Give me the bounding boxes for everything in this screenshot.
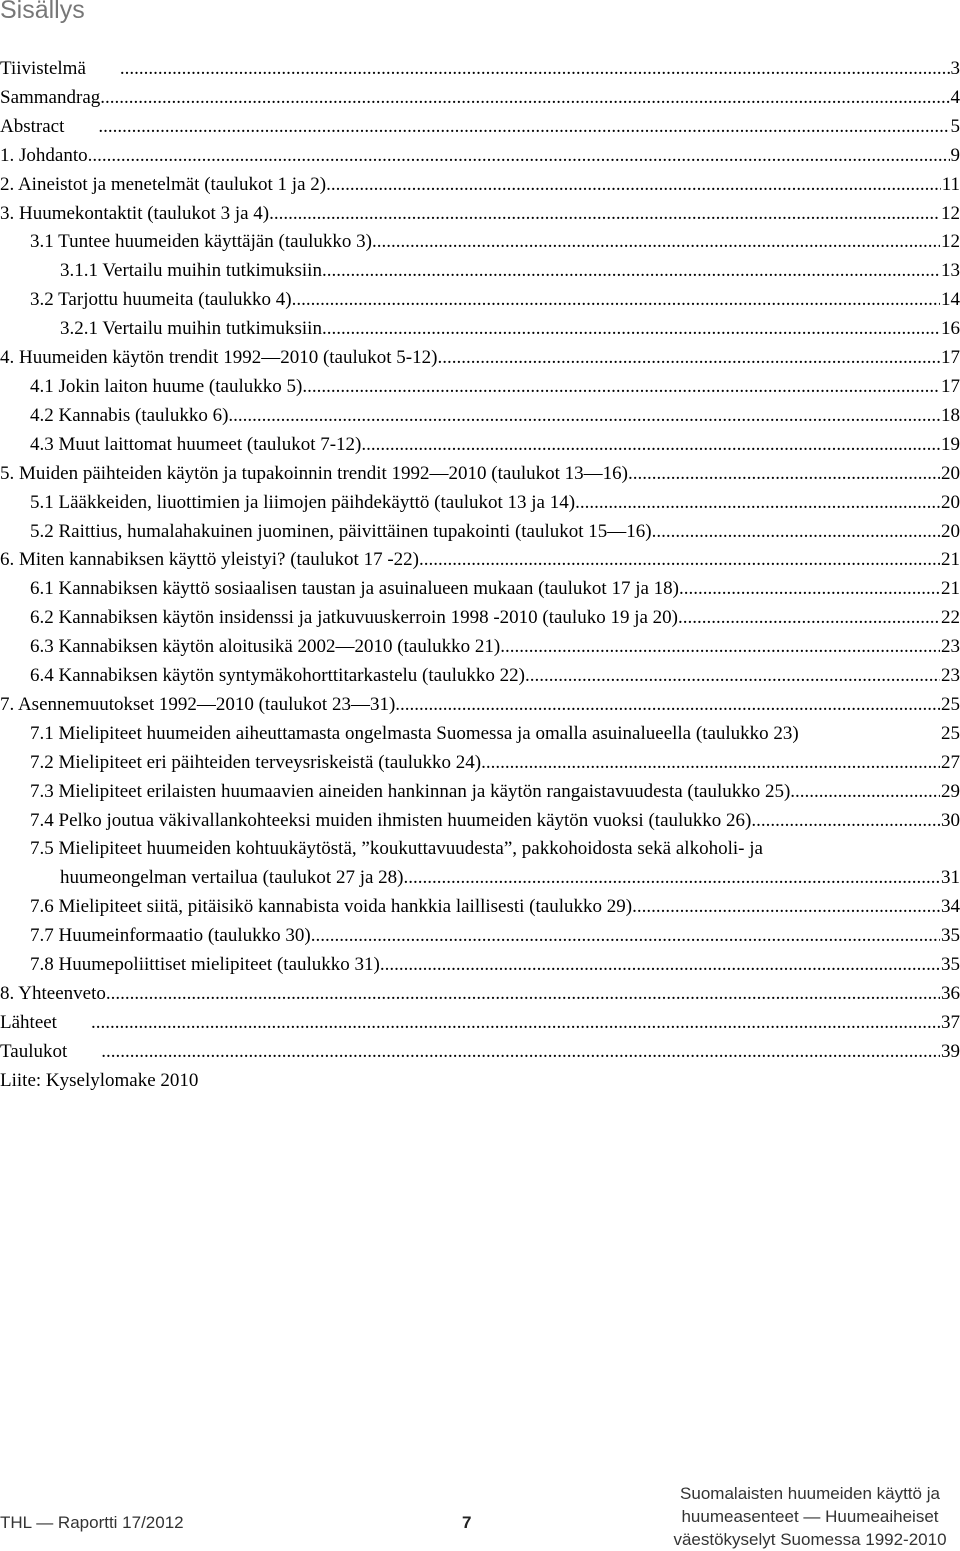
toc-entry[interactable]	[0, 864, 960, 893]
toc-leader-dots	[678, 604, 940, 633]
toc-entry-label: 7.3 Mielipiteet erilaisten huumaavien aineiden hankinnan ja käytön rangaistavuudesta (taulukko 25).	[0, 778, 795, 807]
toc-entry[interactable]	[0, 922, 960, 951]
toc-entry[interactable]	[0, 546, 960, 575]
toc-leader-dots	[395, 691, 940, 720]
toc-leader-dots	[269, 200, 940, 229]
toc-entry-label: huumeongelman vertailua (taulukot 27 ja 28)	[0, 864, 403, 893]
toc-entry[interactable]	[0, 344, 960, 373]
toc-entry-page-number: 25	[940, 691, 960, 720]
toc-leader-dots	[292, 286, 940, 315]
toc-leader-dots	[101, 1038, 940, 1067]
toc-leader-dots	[575, 489, 940, 518]
toc-entry-page-number: 18	[940, 402, 960, 431]
toc-entry-page-number: 11	[941, 171, 960, 200]
toc-entry[interactable]	[0, 315, 960, 344]
toc-entry[interactable]	[0, 200, 960, 229]
toc-entry-label: 7.2 Mielipiteet eri päihteiden terveysriskeistä (taulukko 24)	[0, 749, 481, 778]
toc-entry[interactable]	[0, 951, 960, 980]
toc-entry-label: Liite: Kyselylomake 2010	[0, 1067, 198, 1096]
toc-entry[interactable]	[0, 171, 960, 200]
toc-entry-label: Abstract	[0, 113, 98, 142]
toc-entry-page-number: 5	[950, 113, 960, 142]
toc-entry[interactable]	[0, 518, 960, 547]
toc-entry[interactable]	[0, 604, 960, 633]
toc-entry[interactable]	[0, 575, 960, 604]
toc-entry-page-number: 23	[940, 633, 960, 662]
toc-leader-dots	[322, 257, 940, 286]
toc-entry-label: 6.4 Kannabiksen käytön syntymäkohorttitarkastelu (taulukko 22)	[0, 662, 525, 691]
toc-entry[interactable]	[0, 1009, 960, 1038]
toc-entry-page-number: 30	[940, 807, 960, 836]
toc-entry[interactable]	[0, 142, 960, 171]
toc-entry-page-number: 17	[940, 373, 960, 402]
page-footer	[0, 1482, 960, 1550]
footer-report-title	[662, 1482, 958, 1551]
toc-leader-dots	[652, 518, 940, 547]
toc-leader-dots	[302, 373, 940, 402]
toc-entry-page-number: 17	[940, 344, 960, 373]
toc-entry-page-number: 19	[940, 431, 960, 460]
toc-entry-label: 4. Huumeiden käytön trendit 1992—2010 (taulukot 5-12)	[0, 344, 437, 373]
toc-leader-dots	[403, 864, 940, 893]
toc-entry-page-number: 36	[940, 980, 960, 1009]
toc-leader-dots	[632, 893, 940, 922]
toc-entry-page-number: 4	[950, 84, 960, 113]
toc-leader-dots	[481, 749, 940, 778]
toc-entry-page-number: 27	[940, 749, 960, 778]
toc-entry[interactable]	[0, 893, 960, 922]
toc-leader-dots	[380, 951, 940, 980]
toc-entry[interactable]	[0, 633, 960, 662]
toc-leader-dots	[100, 84, 949, 113]
toc-leader-dots	[311, 922, 940, 951]
toc-leader-dots	[628, 460, 940, 489]
toc-entry-page-number: 12	[940, 200, 960, 229]
toc-entry[interactable]	[0, 402, 960, 431]
toc-entry-page-number: 20	[940, 489, 960, 518]
toc-entry-label: 6.3 Kannabiksen käytön aloitusikä 2002—2010 (taulukko 21)	[0, 633, 500, 662]
toc-leader-dots	[88, 142, 950, 171]
toc-leader-dots	[120, 55, 950, 84]
toc-entry[interactable]	[0, 228, 960, 257]
toc-entry-label: 5. Muiden päihteiden käytön ja tupakoinnin trendit 1992—2010 (taulukot 13—16)	[0, 460, 628, 489]
toc-entry-label: 5.2 Raittius, humalahakuinen juominen, päivittäinen tupakointi (taulukot 15—16)	[0, 518, 652, 547]
toc-entry-page-number: 21	[940, 575, 960, 604]
toc-leader-dots	[326, 171, 941, 200]
toc-entry-page-number: 35	[940, 951, 960, 980]
toc-entry-label: 4.2 Kannabis (taulukko 6)	[0, 402, 228, 431]
toc-entry-label: 6.2 Kannabiksen käytön insidenssi ja jatkuvuuskerroin 1998 -2010 (tauluko 19 ja 20)	[0, 604, 678, 633]
toc-entry-label: Sammandrag	[0, 84, 100, 113]
toc-entry-label: 7.4 Pelko joutua väkivallankohteeksi muiden ihmisten huumeiden käytön vuoksi (taulukko 26)	[0, 807, 751, 836]
toc-entry-label: 2. Aineistot ja menetelmät (taulukot 1 ja 2)	[0, 171, 326, 200]
toc-entry-page-number: 35	[940, 922, 960, 951]
page-title: Sisällys	[0, 0, 85, 25]
toc-leader-dots	[795, 778, 940, 807]
footer-title-line: väestökyselyt Suomessa 1992-2010	[662, 1528, 958, 1551]
toc-entry[interactable]	[0, 662, 960, 691]
toc-entry-label: 1. Johdanto	[0, 142, 88, 171]
toc-entry-page-number: 13	[940, 257, 960, 286]
toc-entry-page-number: 23	[940, 662, 960, 691]
toc-leader-dots	[679, 575, 940, 604]
toc-entry[interactable]	[0, 84, 960, 113]
footer-report-id: THL — Raportti 17/2012	[0, 1513, 184, 1533]
toc-leader-dots	[437, 344, 940, 373]
toc-entry-label: 3.1 Tuntee huumeiden käyttäjän (taulukko 3)	[0, 228, 372, 257]
toc-entry-page-number: 12	[940, 228, 960, 257]
toc-entry[interactable]	[0, 1067, 960, 1096]
toc-leader-dots	[98, 113, 949, 142]
toc-entry-page-number: 22	[940, 604, 960, 633]
toc-entry-page-number: 3	[950, 55, 960, 84]
toc-entry[interactable]	[0, 691, 960, 720]
toc-entry-label: 4.3 Muut laittomat huumeet (taulukot 7-12)	[0, 431, 361, 460]
toc-entry-label: 4.1 Jokin laiton huume (taulukko 5)	[0, 373, 302, 402]
toc-entry[interactable]	[0, 720, 960, 749]
toc-entry-label: Lähteet	[0, 1009, 91, 1038]
toc-entry-label: Tiivistelmä	[0, 55, 120, 84]
toc-entry-label: 5.1 Lääkkeiden, liuottimien ja liimojen päihdekäyttö (taulukot 13 ja 14)	[0, 489, 575, 518]
toc-entry-label: 8. Yhteenveto	[0, 980, 106, 1009]
toc-entry-page-number: 34	[940, 893, 960, 922]
toc-entry-label: 7.1 Mielipiteet huumeiden aiheuttamasta ongelmasta Suomessa ja omalla asuinalueella (taulukko 23)	[0, 720, 799, 749]
toc-leader-dots	[751, 807, 940, 836]
toc-entry-label: 6. Miten kannabiksen käyttö yleistyi? (taulukot 17 -22)	[0, 546, 419, 575]
toc-entry-page-number: 20	[940, 460, 960, 489]
toc-leader-dots	[322, 315, 940, 344]
toc-entry-page-number: 37	[940, 1009, 960, 1038]
toc-entry[interactable]	[0, 286, 960, 315]
toc-entry-page-number: 25	[940, 720, 960, 749]
toc-entry-label: 6.1 Kannabiksen käyttö sosiaalisen taustan ja asuinalueen mukaan (taulukot 17 ja 18)	[0, 575, 679, 604]
toc-leader-dots	[91, 1009, 940, 1038]
toc-entry[interactable]	[0, 835, 960, 864]
toc-entry-page-number: 16	[940, 315, 960, 344]
toc-entry-page-number: 31	[940, 864, 960, 893]
footer-page-number: 7	[462, 1513, 471, 1533]
toc-leader-dots	[361, 431, 940, 460]
toc-entry-page-number: 21	[940, 546, 960, 575]
toc-leader-dots	[419, 546, 940, 575]
toc-entry-page-number: 20	[940, 518, 960, 547]
toc-entry[interactable]	[0, 807, 960, 836]
toc-entry-label: 7. Asennemuutokset 1992—2010 (taulukot 23—31)	[0, 691, 395, 720]
toc-entry[interactable]	[0, 431, 960, 460]
toc-entry-label: 7.5 Mielipiteet huumeiden kohtuukäytöstä, ”koukuttavuudesta”, pakkohoidosta sekä alkoholi- ja	[0, 835, 763, 864]
toc-entry-label: 3. Huumekontaktit (taulukot 3 ja 4)	[0, 200, 269, 229]
toc-entry[interactable]	[0, 460, 960, 489]
toc-entry-page-number: 39	[940, 1038, 960, 1067]
toc-entry[interactable]	[0, 749, 960, 778]
toc-entry-label: Taulukot	[0, 1038, 101, 1067]
toc-entry-page-number: 29	[940, 778, 960, 807]
toc-entry-page-number: 14	[940, 286, 960, 315]
toc-entry-label: 3.2.1 Vertailu muihin tutkimuksiin	[0, 315, 322, 344]
toc-entry[interactable]	[0, 489, 960, 518]
toc-entry-label: 3.2 Tarjottu huumeita (taulukko 4)	[0, 286, 292, 315]
table-of-contents	[0, 55, 960, 1096]
toc-entry-label: 7.8 Huumepoliittiset mielipiteet (taulukko 31)	[0, 951, 380, 980]
toc-entry[interactable]	[0, 55, 960, 84]
toc-entry[interactable]	[0, 373, 960, 402]
toc-entry-label: 3.1.1 Vertailu muihin tutkimuksiin	[0, 257, 322, 286]
toc-leader-dots	[372, 228, 940, 257]
toc-entry[interactable]	[0, 257, 960, 286]
footer-title-line: huumeasenteet — Huumeaiheiset	[662, 1505, 958, 1528]
footer-title-line: Suomalaisten huumeiden käyttö ja	[662, 1482, 958, 1505]
toc-entry[interactable]	[0, 1038, 960, 1067]
toc-leader-dots	[525, 662, 940, 691]
toc-entry-page-number: 9	[950, 142, 960, 171]
toc-leader-dots	[228, 402, 940, 431]
toc-entry[interactable]	[0, 980, 960, 1009]
toc-leader-dots	[106, 980, 940, 1009]
toc-entry[interactable]	[0, 778, 960, 807]
toc-entry-label: 7.7 Huumeinformaatio (taulukko 30)	[0, 922, 311, 951]
toc-entry-label: 7.6 Mielipiteet siitä, pitäisikö kannabista voida hankkia laillisesti (taulukko 29)	[0, 893, 632, 922]
toc-leader-dots	[500, 633, 940, 662]
toc-entry[interactable]	[0, 113, 960, 142]
